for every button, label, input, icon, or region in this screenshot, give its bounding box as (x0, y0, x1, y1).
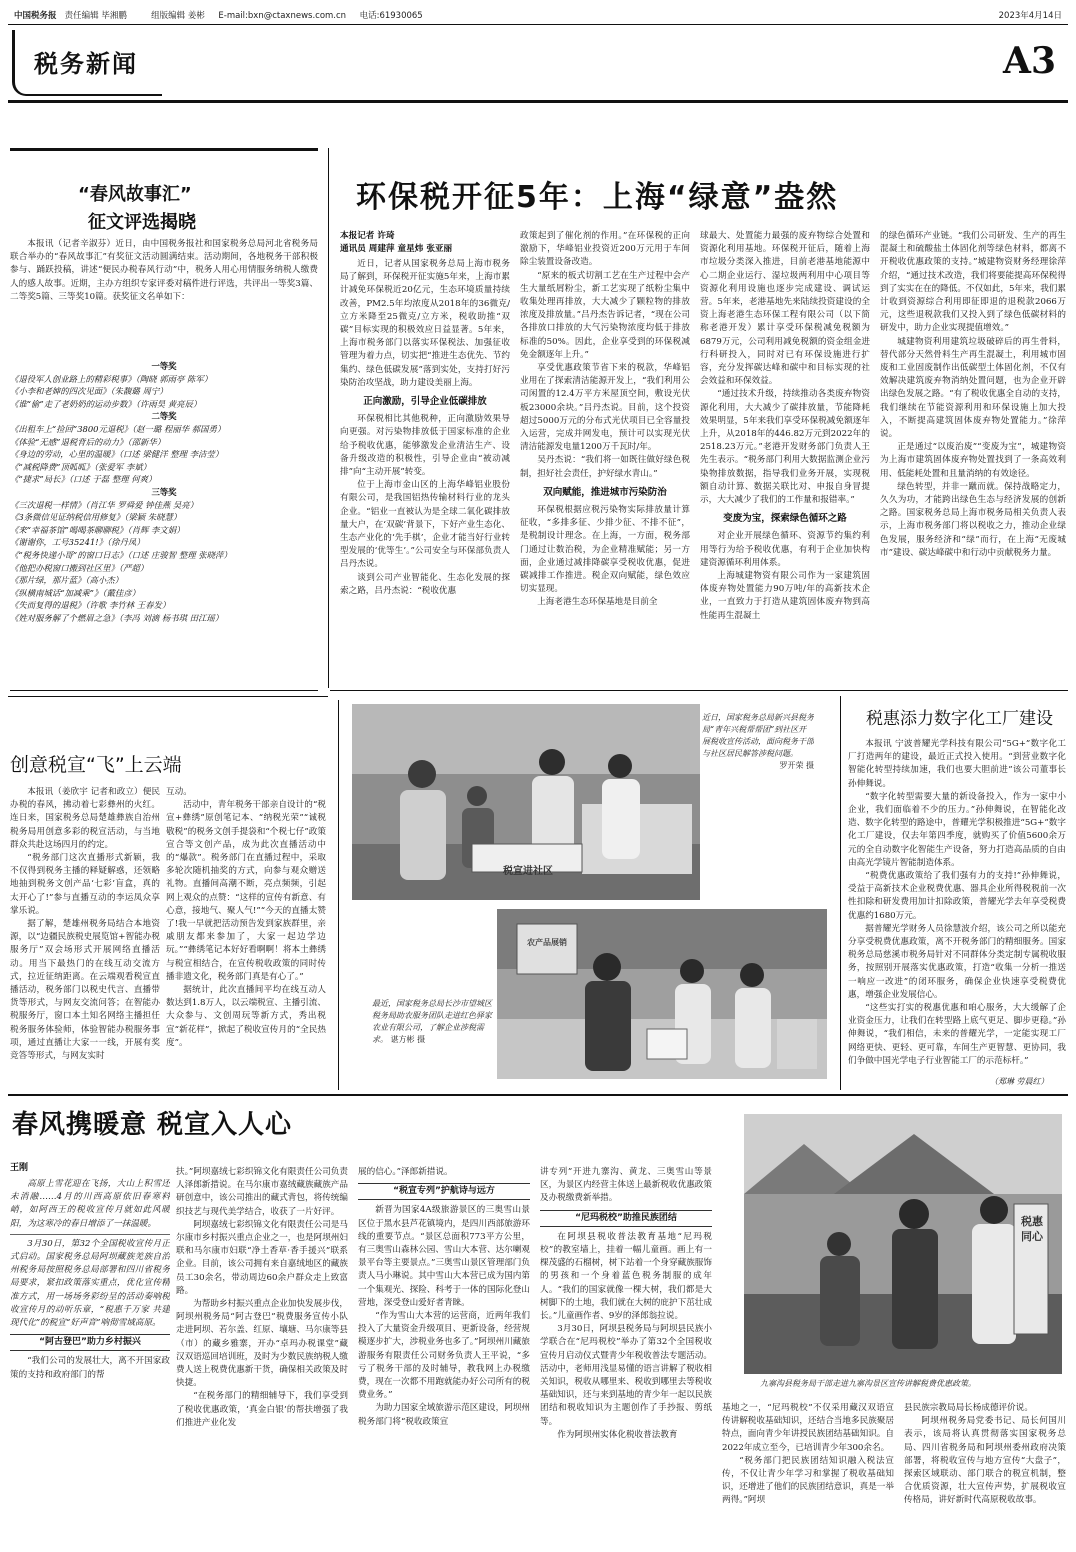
lead-col-2 (520, 230, 690, 686)
rank3-list (10, 499, 318, 625)
photo2-caption (372, 998, 494, 1068)
spring-paragraph: 为帮助乡村振兴重点企业加快发展步伐，阿坝州税务局“阿古登巴”税费服务宣传小队走进阿坝、若尔盖、红原、壤塘、马尔康等县（市）的藏乡雅寨，开办“卓玛办税课堂”藏汉双语巡回培训班，及时为少数民族纳税人缴费人送上税费优惠新干货，确保相关政策及时快捷。 (176, 1299, 348, 1389)
photo-farm-service (497, 909, 827, 1079)
photo1-caption (702, 712, 814, 836)
lead-paragraph: 近日，记者从国家税务总局上海市税务局了解到，环保税开征实施5年来，上海市累计减免环保税近20亿元，生态环境质量持续改善，PM2.5年均浓度从2018年的36微克/立方米降至25微克/立方米，税收助推“双碳”目标实现的积极效应日益显著。5年来，上海市税务部门以落实环保税法、加强征收管理为着力点，切实把“推进生态优先、节约集约、绿色低碳发展”落到实处，支持打好污染防治攻坚战，助力建设美丽上海。 (340, 259, 510, 388)
spring-col-6 (904, 1402, 1066, 1542)
award-item: 《“捷求”局长》（口述 于磊 整理 何爽） (10, 474, 157, 485)
spring-kicker-2: “税宣专列”护航诗与远方 (358, 1183, 530, 1200)
spring-paragraph: 阿坝嘉绒七彩织锦文化有限责任公司是马尔康市乡村振兴重点企业之一，也是阿坝州妇联和马尔康市妇联“净土香草·香手援兴”联系企业。目前，该公司拥有来自嘉绒地区的藏族员工30余名，带动周边60余户群众走上致富路。 (176, 1219, 348, 1296)
creative-paragraph: 据统计，此次直播间平均在线互动人数达到1.8万人，以云端税宣、主播引流、大众参与、文创周玩等新方式，秀出税宣“新花样”，掀起了税收宣传月的“全民热度”。 (166, 985, 326, 1048)
lead-paragraph: 吴丹杰说：“我们将一如既往做好绿色税制，担好社会责任，护好绿水青山。” (520, 455, 690, 479)
lead-paragraph: 环保税相比其他税种，正向激励效果导向更强。对污染物排放低于国家标准的企业给予税收优惠，能够激发企业清洁生产、设备升级改造的积极性，引导企业由“被动减排”向“主动开展”转变。 (340, 414, 510, 478)
spring-paragraph: 阿坝州税务局党委书记、局长何国川表示，该局将认真贯彻落实国家税务总局、四川省税务局和阿坝州委州政府决策部署，将税收宣传与地方宣传“大盘子”，探索区域联动、部门联合的税宣机制，整合优质资源，壮大宣传声势，扩展税收宣传格局，讲好新时代高原税收故事。 (904, 1416, 1066, 1506)
lead-subhead-1: 正向激励，引导企业低碳排放 (363, 396, 487, 408)
award-item: 《姓对服务解了个燃眉之急》（李冯 刘滴 杨书琪 田江瑶） (10, 612, 224, 623)
rank1-list (10, 373, 318, 411)
award-item: 《“税务快递小哥”的窗口日志》（口述 庄骏智 整理 张晓萍） (10, 549, 232, 560)
award-item: 《退役军人创业路上的精彩税事》（陶晓 郭雨亭 陈军） (10, 373, 213, 384)
essay-intro-text: 本报讯（记者辛淑芬）近日，由中国税务报社和国家税务总局河北省税务局联合举办的“春风故事汇”有奖征文活动圆满结束。活动期间，各地税务干部积极参与、踊跃投稿，讲述“便民办税春风行动”中，税务人用心用情服务纳税人缴费人的感人故事。近期，主办方组织专家评委对稿件进行评选，共评出一等奖3篇、二等奖5篇、三等奖10篇。获奖征文名单如下： (10, 239, 318, 302)
spring-col-2 (176, 1166, 348, 1542)
email: E-mail:bxn@ctaxnews.com.cn (218, 11, 347, 21)
award-item: 《“减税降费”顶呱呱》（张爱军 李斌） (10, 461, 152, 472)
rank2-list (10, 423, 318, 486)
lead-paragraph: 对企业开展绿色循环、资源节约集约利用等行为给予税收优惠，有利于企业加快构建资源循环利用体系。 (700, 531, 870, 568)
lead-paragraph: 上海城建物资有限公司作为一家建筑固体废弃物处置能力90万吨/年的高新技术企业，一直致力于打造从建筑固体废弃物到高性能再生混凝土 (700, 571, 870, 621)
spring-paragraph: 为助力国家全域旅游示范区建设，阿坝州税务部门将“税收政策宣 (358, 1403, 530, 1427)
award-item: 《体验“无感”退税背后的动力》（邵新华） (10, 436, 166, 447)
spring-paragraph: 县民族宗教局局长杨成德评价说。 (904, 1403, 1033, 1413)
spring-col-4 (540, 1166, 712, 1542)
lead-paragraph: 谈到公司产业智能化、生态化发展的探索之路，吕丹杰说：“税收优惠 (340, 572, 510, 596)
lead-paragraph: “通过技术升级，持续推动各类废弃物资源化利用，大大减少了碳排放量，节能降耗效果明显，5年来我们享受环保税减免额逐年上升，从2018年的446.82万元到2022年的2518.23万元。”老港开发财务部门负责人王先生表示。“税务部门利用大数据监测企业污染物排放数据，指导我们业务开展，实现税额自动计算、数据关联比对、申报自身冒提示，大大减少了我们的工作量和报错率。” (700, 389, 870, 506)
spring-paragraph: 3月30日，阿坝县税务局与阿坝县民族小学联合在“尼玛税校”举办了第32个全国税收宣传月启动仪式暨青少年税收普法专题活动。活动中，老师用浅显易懂的语言讲解了税收相关知识，税收从哪里来、税收到哪里去等税收基础知识，还与来到基地的青少年一起以民族团结和税收知识为主题创作了手抄报、剪纸等。 (540, 1324, 712, 1427)
lead-paragraph: 上海老港生态环保基地是目前全 (537, 597, 658, 608)
masthead-info (14, 9, 423, 21)
factory-paragraph: “税费优惠政策给了我们强有力的支持!”孙伸舞说，受益于高新技术企业税费优惠、器具企业所得税税前一次性扣除和研发费用加计扣除政策，普耀光学去年享受税费优惠约1680万元。 (848, 871, 1066, 921)
award-item: 《失而复得的退税》（许歌 李竹林 王春发） (10, 600, 171, 611)
photo-jiuzhaigou-tax-service (744, 1114, 1062, 1374)
award-item: 《来“幸福茶馆”喝喝茶聊聊税》（肖辉 李文娟） (10, 524, 185, 535)
essay-intro (10, 238, 318, 356)
factory-paragraph: 据普耀光学财务人员徐慧波介绍，该公司之所以能充分享受税费优惠政策，离不开税务部门的精细服务。国家税务总局慈溪市税务局针对不同群体分类定制专属税收服务，按照别开展落实优惠政策，打造“收集一分析一推送一响应一改进”的闭环服务，确保企业快速享受税费优惠，增强企业发展信心。 (848, 923, 1066, 1000)
spring-kicker-1: “阿古登巴”助力乡村振兴 (10, 1334, 170, 1351)
lead-paragraph: 政策起到了催化剂的作用。”在环保税的正向激励下，华峰铝业投资近200万元用于车间除尘装置设备改造。 (520, 231, 690, 268)
spring-paragraph: “在税务部门的精细辅导下，我们享受到了税收优惠政策，‘真金白银’的帮扶增强了我们推进产业化发 (176, 1391, 348, 1428)
lead-subhead-3: 变废为宝，探索绿色循环之路 (723, 513, 847, 525)
photo2-caption-text: 最近，国家税务总局长沙市望城区税务局助农服务团队走进红色驿家农业有限公司，了解企业涉税需求。 (372, 999, 492, 1044)
factory-paragraph: 本报讯 宁波普耀光学科技有限公司“5G+”数字化工厂打造两年的建设，最近正式投入使用。“到营业数字化智能化转型持续加速，我们也要大胆前进”该公司董事长孙伸舞说。 (848, 739, 1066, 789)
page-number: A3 (1003, 40, 1056, 82)
award-item: 《他把办税窗口搬到社区里》（严超） (10, 562, 149, 573)
essay-title-1: “春风故事汇” (78, 184, 192, 205)
factory-headline: 税惠添力数字化工厂建设 (866, 709, 1053, 729)
rank-third: 三等奖 (151, 486, 177, 497)
spring-headline: 春风携暖意 税宣入人心 (12, 1110, 293, 1140)
lead-paragraph: 城建物资利用建筑垃圾破碎后的再生骨料，替代部分天然骨料生产再生混凝土，利用城市固废和工业固废制作出低碳型土体固化剂，不仅有效解决建筑废弃物消纳处置问题，也为企业开辟出绿色发展之路。“有了税收优惠全自动的支持，我们继续在节能资源利用和环保设施上加大投入，不断提高建筑固体废弃物处置能力。”徐萍说。 (880, 336, 1066, 440)
award-list (10, 360, 318, 688)
spring-kicker-3: “尼玛税校”助推民族团结 (540, 1210, 712, 1227)
lead-byline-correspondent: 通讯员 周建萍 童星炜 张亚丽 (340, 244, 453, 254)
creative-paragraph: 活动中，青年税务干部亲自设计的“税宣+彝绣”原创笔记本、“纳税光荣”“诚税敬税”的税务文创手提袋和“个税七仔”政策宣合等文创产品，成为此次直播活动中的“爆款”。税务部门在直播过程中，采取多轮次随机抽奖的方式，向参与观众赠送礼物。直播间高潮不断，亮点频频，引起网上观众的点赞：“这样的宣传有新意、有心意，接地气、聚人气!”“今天的直播太赞了!我一早就把活动预告发到家族群里，亲戚朋友都来参加了，大家一起边学边玩。”“彝绣笔记本好好看啊啊！将本土彝绣与税宣相结合，在宣传税收政策的同时传播非遗文化，税务部门真是有心了。” (166, 800, 326, 982)
paper-name: 中国税务报 (14, 11, 57, 21)
spring-paragraph: “税务部门把民族团结知识融入税法宣传，不仅让青少年学习和掌握了税收基础知识，还增进了他们的民族团结意识，真是一举两得。”阿坝 (722, 1455, 894, 1506)
designer: 组版编辑 姜彬 (151, 11, 205, 21)
award-item: 《出租车上“捡回”3800元退税》（赵一璐 程丽华 郝国勇） (10, 423, 226, 434)
lead-paragraph: 球最大、处置能力最强的废弃物综合处置和资源化利用基地。环保税开征后，随着上海市垃圾分类深入推进，目前老港基地能源中心二期企业运行、湿垃圾两利用中心项目等资源化利用设施也逐步完成建设、调试运营。5年来，老港基地先来陆续投资建设的全资上海老港生态环保工程有限公司（以下简称老港开发）累计享受环保税减免税额为6879万元，公司利用减免税额的资金组金进行科研投入，同时对已有环保设施进行扩容，充分发挥碳达峰和碳中和目标实现的社会效益和环保效益。 (700, 231, 870, 387)
spring-paragraph: 讲专列”开进九寨沟、黄龙、三奥雪山等景区，为景区内经营主体送上最新税收优惠政策及办税缴费新举措。 (540, 1167, 712, 1204)
creative-col-2 (166, 786, 326, 1086)
photo3-caption: 九寨沟县税务局干部走进九寨沟景区宣传讲解税费优惠政策。 (760, 1379, 976, 1388)
lead-paragraph: 享受优惠政策节省下来的税款，华峰铝业用在了探索清洁能源开发上，“我们利用公司闲置的12.4万平方米屋顶空间，敷设光伏板23000余块。”吕丹杰说。目前，这个投资超过5000万元的分布式光伏项目已全容量投入运营，完成并网发电，预计可以实现光伏清洁能源发电量1200万千瓦时/年。 (520, 363, 690, 453)
creative-paragraph: “税务部门这次直播形式新颖，我不仅得到税务主播的释疑解惑，还领略地抽到税务文创产品‘七彩’盲盒，真的太开心了!”参与直播互动的李运凤众享掌乐说。 (10, 853, 160, 916)
lead-headline: 环保税开征5年：上海“绿意”盎然 (356, 180, 839, 215)
factory-credit: （郑琳 劳晨红） (990, 1077, 1049, 1086)
factory-body (848, 738, 1066, 1080)
rank-first: 一等奖 (151, 361, 177, 371)
lead-paragraph: 的绿色循环产业链。“我们公司研发、生产的再生混凝土和硫酸盐土体固化剂等绿色材料，都离不开税收优惠政策的支持。”城建物资财务经理徐萍介绍，“通过技术改造，我们将要能提高环保税得到了实实在在的降低。不仅如此，5年来，我们累计收到资源综合利用即征即退的退税款2066万元，这些退税款我们又投入到了绿色低碳材料的研发中，助力企业实现提值增效。” (880, 231, 1066, 334)
spring-paragraph: “作为雪山大本营的运营商，近两年我们投入了大量资金升级项目、更新设备，经营规模逐步扩大，涉税业务也多了。”阿坝州川藏旅游服务有限责任公司财务负责人王平说，“多亏了税务干部的及时辅导，教我网上办税缴费，现在一次都不用跑就能办好公司所有的税费业务。” (358, 1311, 530, 1401)
photo-jiuzhaigou-illustration (744, 1114, 1062, 1374)
spring-lead: 高原上雪花迎在飞扬，大山上积雪还未消融……4月的川西高原依旧春寒料峭，如阿西王的税收宣传月就如此风暖阳，为这寒冷的春日增添了一抹温暖。 (10, 1178, 170, 1235)
lead-paragraph: “原来的板式切割工艺在生产过程中会产生大量纸屑粉尘，新工艺实现了纸粉尘集中收集处理再排放，大大减少了颗粒物的排放浓度及排放量。”吕丹杰告诉记者，“现在公司各排放口排放的大气污染物浓度均低于排放标准的50%。因此，企业享受到的环保税减免金额逐年上升。” (520, 270, 690, 360)
essay-title-2: 征文评选揭晓 (88, 212, 196, 233)
creative-headline: 创意税宣“飞”上云端 (10, 754, 182, 776)
lead-paragraph: 正是通过“以废治废”“变废为宝”，城建物资为上海市建筑固体废弃物处置找到了一条高效利用、低能耗处置和且量消纳的有效途径。 (880, 442, 1066, 479)
creative-paragraph: 据了解，楚雄州税务局结合本地资源，以“边疆民族税史展览馆+智能办税服务厅”双会场形式开展网络直播活动。用当下最热门的在线互动交流方式，拉近征纳距离。在云端观看税宣直播活动，税务部门以税史代言、直播带货等形式，与网友交流问答；在智能办税服务厅，窗口本土知名网络主播担任税务服务体验师，体验智能办税服务事项，通过直播让大家一一线，开展有奖竞答等形式，与网友实时 (10, 919, 160, 1062)
photo3-banner-text: 税惠同心 (1021, 1215, 1043, 1243)
award-item: 《三次退税一样情》（肖江华 罗舜爱 钟佳燕 吴亮） (10, 499, 199, 510)
creative-col-1 (10, 786, 160, 1086)
award-item: 《谁“偷”走了老奶奶的运动步数》（许雨昊 黄亮辰） (10, 398, 202, 409)
creative-paragraph: 本报讯（姜欣宇 记者和政立）便民办税的春风，拂动着七彩彝州的火红。连日来，国家税务总局楚雄彝族自治州税务局用创意多彩的税宣活动，与当地群众共赴这场四月的约定。 (10, 787, 160, 850)
phone: 电话:61930065 (359, 11, 423, 21)
spring-paragraph: 在阿坝县税收普法教育基地“尼玛税校”的教室墙上，挂着一幅儿童画。画上有一棵茂盛的石榴树，树下站着一个身穿藏族服饰的男孩和一个身着蓝色税务制服的成年人。“我们的国家就像一棵大树，我们都是大树脚下的土地，我们就在大树的庇护下茁壮成长。”儿童画作者、9岁的泽郎翁拉说。 (540, 1231, 712, 1322)
section-title: 税务新闻 (34, 49, 138, 78)
editor: 责任编辑 毕湘鹏 (64, 11, 127, 21)
spring-paragraph: 基地之一，“尼玛税校”不仅采用藏汉双语宣传讲解税收基础知识，还结合当地多民族聚居特点，面向青少年讲授民族团结基础知识。自2022年成立至今，已培训青少年300余名。 (722, 1403, 894, 1453)
rank-second: 二等奖 (151, 411, 177, 422)
spring-col-5 (722, 1402, 894, 1542)
award-item: 《那片绿，那片蓝》（高小杰） (10, 575, 124, 586)
lead-col-4 (880, 230, 1066, 686)
photo1-caption-text: 近日，国家税务总局新兴县税务局“青年兴税帮帮团”到社区开展税收宣传活动，面向税务干部与社区居民解答涉税问题。 (702, 713, 814, 758)
spring-paragraph: 作为阿坝州实体化税收普法教育 (557, 1429, 678, 1440)
photo1-credit: 罗开荣 摄 (779, 761, 814, 770)
lead-paragraph: 位于上海市金山区的上海华峰铝业股份有限公司，是我国铝热传输材料行业的龙头企业。“铝业一直被认为是全球二氧化碳排放量大户，在‘双碳’背景下，下好产业生态化、生态产业化的‘先手棋’，企业才能当好行业转型发展的‘优等生’。”公司安全与环保部负责人吕丹杰说。 (340, 480, 510, 570)
award-item: 《3条微信见证纳税信用修复》（梁颖 朱晓慧） (10, 512, 182, 523)
photo2-credit: 谌方彬 摄 (390, 1035, 426, 1044)
essay-box (10, 148, 318, 151)
spring-paragraph: 新晋为国家4A级旅游景区的三奥雪山景区位于黑水县芦花镇境内，是四川西部旅游环线的重要节点。“景区总面积773平方公里，有三奥雪山森林公园、雪山大本营、达尔喇观景平台等主要景点。”三奥雪山景区管理部门负责人马小琳说。其中雪山大本营已成为国内第一个集观光、探险、科考于一体的国际化登山营地，深受登山爱好者青睐。 (358, 1205, 530, 1308)
lead-byline (340, 230, 510, 256)
spring-col-3 (358, 1166, 530, 1542)
photo2-sign-text: 农产品展销 (527, 938, 567, 947)
lead-subhead-2: 双向赋能，推进城市污染防治 (543, 486, 667, 498)
award-item: 《小李和老婶的四次见面》（朱馥璐 周宁） (10, 386, 168, 397)
lead-col-3 (700, 230, 870, 686)
factory-paragraph: “数字化转型需要大量的新设备投入，作为一家中小企业，我们面临着不少的压力。”孙伸舞说，在智能化改造、数字化转型的路途中，普耀光学积极推进“5G+”数字化工厂建设，仅去年第四季度，就购买了价值5600余万元的全自动数字化智能生产设备，努力打造高品质的自由由高光学镜片智能制造体系。 (848, 791, 1066, 868)
award-item: 《纵横南城话“加减乘”》（戴佳彦） (10, 587, 140, 598)
factory-paragraph: “这些实打实的税惠优惠和咱心服务，大大缓解了企业资金压力，让我们在转型路上底气更足、脚步更稳。”孙伸舞说，“我们相信，未来的普耀光学，一定能实现工厂网络更快、更轻、更可靠，车间生产更智慧、更协同，我们争做中国光学电子行业智能工厂的示范标杆。” (848, 1003, 1066, 1066)
photo1-banner-text: 税宣进社区 (503, 866, 553, 877)
lead-paragraph: 绿色转型，并非一蹴而就。保持战略定力，久久为功，才能跨出绿色生态与经济发展的创新之路。国家税务总局上海市税务局相关负责人表示，上海市税务部门将以税收之力，推动企业绿色发展，服务经济和“绿”而行，在上海“无废城市”建设、碳达峰碳中和行动中贡献税务力量。 (880, 481, 1066, 558)
photo-community-tax-help (352, 704, 700, 900)
creative-paragraph: 互动。 (166, 787, 192, 797)
lead-col-1 (340, 258, 510, 686)
photo-farm-illustration (497, 909, 827, 1079)
award-item: 《身边的劳动，心里的温暖》（口述 梁健洋 整理 李洁莹） (10, 449, 224, 460)
spring-paragraph: “我们公司的发展壮大，离不开国家政策的支持和政府部门的帮 (10, 1356, 170, 1380)
lead-byline-reporter: 本报记者 许琦 (340, 231, 395, 241)
issue-date: 2023年4月14日 (998, 11, 1062, 21)
spring-paragraph: 展的信心。”泽郎新措说。 (358, 1167, 453, 1177)
spring-author: 王刚 (10, 1163, 29, 1173)
award-item: 《谢谢你，工号35241!》（徐丹凤） (10, 537, 145, 548)
spring-paragraph: 扶。”阿坝嘉绒七彩织锦文化有限责任公司负责人泽郎新措说。在马尔康市嘉绒藏族藏族产品研创意中，该公司推出的藏式背包，将传统编织技艺与现代美学结合，收获了一片好评。 (176, 1167, 348, 1217)
spring-col-1 (10, 1178, 170, 1540)
lead-paragraph: 环保税根据应税污染物实际排放量计算征收，“多排多征、少排少征、不排不征”，是税制设计理念。在上海，一方面，税务部门通过让数治税，为企业精准赋能；另一方面，企业通过减排降碳享受税收优惠，促进碳减排工作推进。税企双向赋能，绿色效应切实显现。 (520, 505, 690, 595)
spring-paragraph: 3月30日，第32个全国税收宣传月正式启动。国家税务总局阿坝藏族羌族自治州税务局按照税务总局部署和四川省税务局要求，紧扣政策落实重点，优化宣传精准方式，用一场场务彩纷呈的活动奏响税收宣传月的动听乐章，“税惠千万家 共建现代化”的税宣“好声音”响彻雪域高原。 (10, 1238, 170, 1329)
